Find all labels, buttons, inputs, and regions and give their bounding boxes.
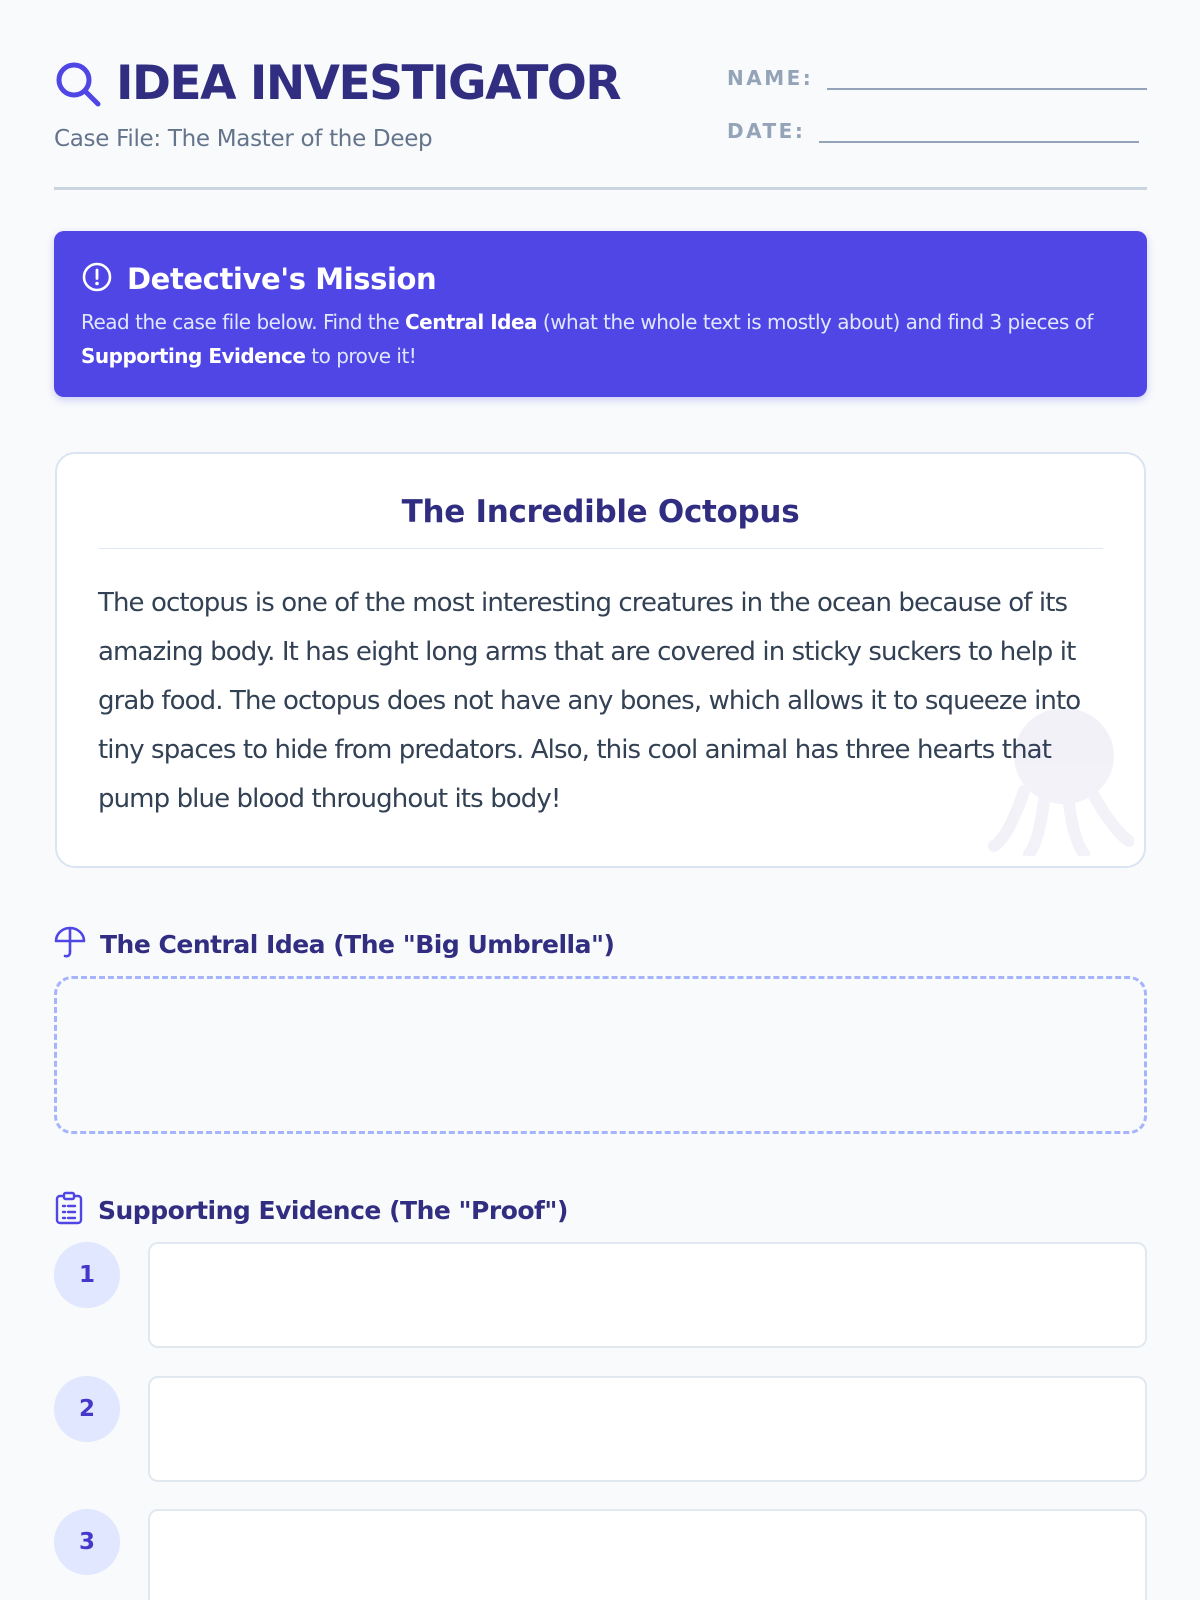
mission-instructions <box>81 305 1120 373</box>
clipboard-list-icon <box>54 1191 84 1229</box>
evidence-number-badge: 2 <box>54 1376 120 1442</box>
evidence-row <box>54 1376 1147 1482</box>
central-idea-answer-box[interactable] <box>54 976 1147 1134</box>
umbrella-icon <box>54 925 86 963</box>
case-file-body: The octopus is one of the most interesting creatures in the ocean because of its amazing body. It has eight long arms that are covered in sticky suckers to help it grab food. The octopus does not have any bones, which allows it to squeeze into tiny spaces to hide from predators. Also, this cool animal has three hearts that pump blue blood throughout its body! <box>98 588 1081 814</box>
evidence-answer-box[interactable] <box>148 1509 1147 1600</box>
mission-bold-central-idea: Central Idea <box>404 310 538 334</box>
mission-bold-supporting-evidence: Supporting Evidence <box>81 344 306 368</box>
mission-text-part: to prove it! <box>305 344 417 368</box>
central-idea-label: The Central Idea (The "Big Umbrella") <box>100 929 615 959</box>
title-row <box>54 56 620 112</box>
search-icon <box>54 60 102 108</box>
case-file-title: The Incredible Octopus <box>98 494 1103 549</box>
date-line[interactable] <box>819 111 1139 143</box>
mission-text-part: (what the whole text is mostly about) and find 3 pieces of <box>537 310 1093 334</box>
evidence-answer-box[interactable] <box>148 1242 1147 1348</box>
mission-title: Detective's Mission <box>127 262 437 296</box>
date-label: DATE: <box>727 119 806 143</box>
alert-circle-icon <box>81 261 113 297</box>
mission-banner <box>54 231 1147 397</box>
page-title: IDEA INVESTIGATOR <box>116 56 621 111</box>
octopus-watermark-icon <box>984 696 1134 860</box>
mission-text-part: Read the case file below. Find the <box>81 310 405 334</box>
central-idea-heading <box>54 925 614 963</box>
mission-header <box>81 261 1120 297</box>
evidence-heading <box>54 1191 568 1229</box>
evidence-number-badge: 3 <box>54 1509 120 1575</box>
date-field[interactable] <box>727 111 1139 143</box>
case-file-subtitle: Case File: The Master of the Deep <box>54 126 433 152</box>
case-file-card <box>55 452 1146 868</box>
name-label: NAME: <box>727 66 814 90</box>
evidence-answer-box[interactable] <box>148 1376 1147 1482</box>
evidence-row <box>54 1509 1147 1600</box>
evidence-number-badge: 1 <box>54 1242 120 1308</box>
worksheet-header <box>54 50 1147 190</box>
name-line[interactable] <box>827 58 1147 90</box>
evidence-row <box>54 1242 1147 1348</box>
evidence-label: Supporting Evidence (The "Proof") <box>98 1195 568 1225</box>
name-field[interactable] <box>727 58 1147 90</box>
